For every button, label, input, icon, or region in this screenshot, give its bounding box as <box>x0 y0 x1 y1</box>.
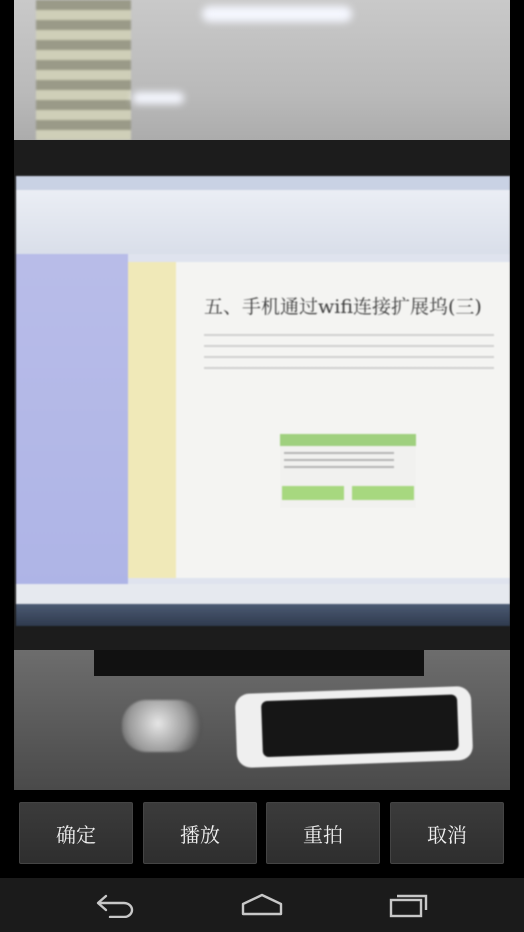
app-statusbar <box>16 584 510 604</box>
dialog-header <box>280 434 416 446</box>
slide-title: 五、手机通过wifi连接扩展坞(三) <box>204 296 482 318</box>
app-ribbon <box>16 176 510 254</box>
ceiling-light <box>202 6 352 22</box>
dialog-button <box>282 486 344 500</box>
dialog-button <box>352 486 414 500</box>
play-button[interactable]: 播放 <box>143 802 257 864</box>
phone-screen <box>261 694 459 757</box>
smartphone <box>235 686 473 768</box>
monitor-screen <box>16 176 510 626</box>
ceiling-light <box>132 92 184 104</box>
slide-dialog-image <box>280 434 416 508</box>
confirm-button[interactable]: 确定 <box>19 802 133 864</box>
wristwatch <box>122 700 202 752</box>
slide-thumbnails-pane <box>16 254 128 584</box>
recents-icon <box>386 892 430 918</box>
window-blinds <box>36 0 131 140</box>
recents-button[interactable] <box>368 886 448 924</box>
camera-action-bar <box>0 790 524 878</box>
app-titlebar <box>16 176 510 190</box>
slide-body-text <box>204 334 494 378</box>
camera-preview <box>14 0 510 790</box>
monitor-stand <box>94 650 424 676</box>
home-icon <box>240 892 284 918</box>
system-navigation-bar <box>0 878 524 932</box>
retake-button[interactable]: 重拍 <box>266 802 380 864</box>
presentation-slide <box>128 262 510 578</box>
slide-accent <box>128 262 176 578</box>
dialog-text <box>284 452 394 472</box>
desktop-taskbar <box>16 604 510 626</box>
cancel-button[interactable]: 取消 <box>390 802 504 864</box>
back-button[interactable] <box>76 886 156 924</box>
back-icon <box>94 892 138 918</box>
home-button[interactable] <box>222 886 302 924</box>
